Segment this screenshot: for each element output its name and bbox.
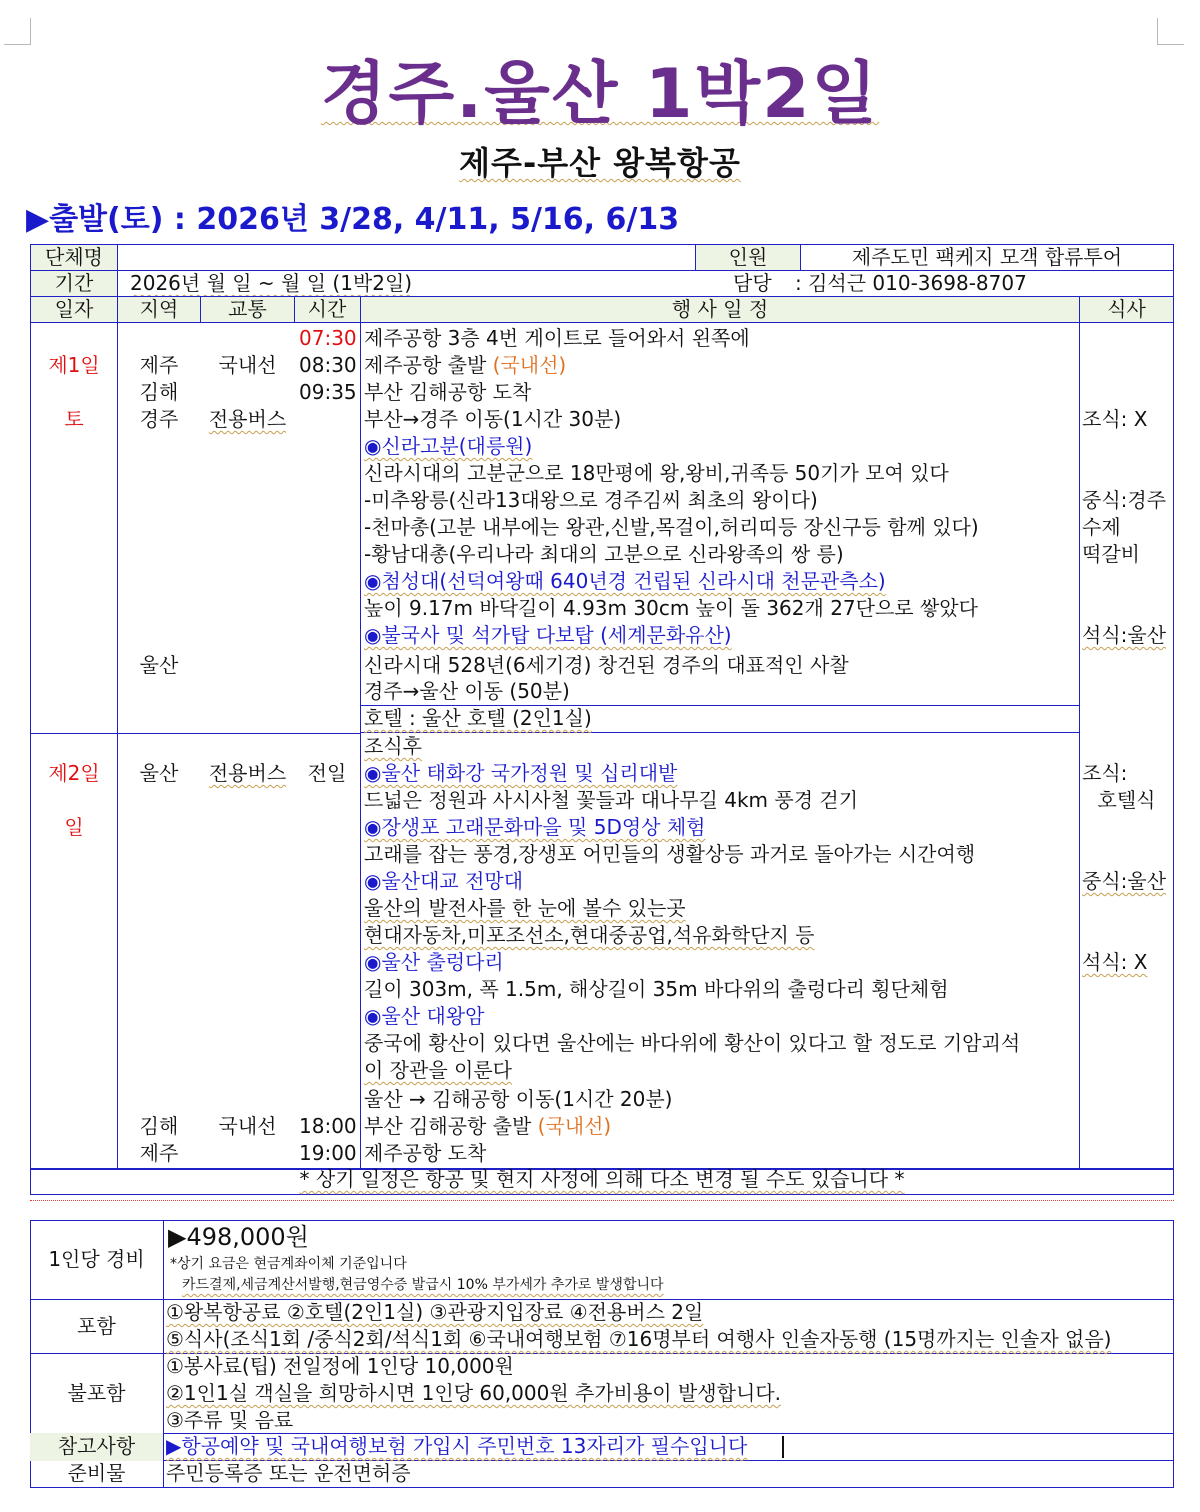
cost-note: 카드결제,세금계산서발행,현금영수증 발급시 10% 부가세가 추가로 발생합니다 <box>182 1277 664 1293</box>
header-day: 일자 <box>54 297 94 321</box>
day2-meal: 조식: <box>1082 761 1128 785</box>
day2-attraction: ◉장생포 고래문화마을 및 5D영상 체험 <box>364 815 706 839</box>
day1-attraction: ◉불국사 및 석가탑 다보탑 (세계문화유산) <box>364 623 732 647</box>
excluded-line: ①봉사료(팁) 전일정에 1인당 10,000원 <box>166 1354 514 1378</box>
day2-region: 제주 <box>139 1141 179 1165</box>
manager-value: : 김석근 010-3698-8707 <box>795 271 1027 295</box>
header-time: 시간 <box>307 297 347 321</box>
day2-region: 울산 <box>139 761 179 785</box>
day2-attraction: ◉울산 태화강 국가정원 및 십리대밭 <box>364 761 678 785</box>
day1-line <box>364 352 566 379</box>
day2-meal: 석식: X <box>1082 950 1148 974</box>
reference-label: 참고사항 <box>57 1434 136 1458</box>
day1-region: 울산 <box>139 653 179 677</box>
manager-label: 담당 <box>733 271 772 295</box>
section-divider <box>30 1200 1174 1201</box>
header-region: 지역 <box>139 297 179 321</box>
day1-region: 경주 <box>139 407 179 431</box>
prepare-label: 준비물 <box>67 1461 126 1485</box>
reference-text: ▶항공예약 및 국내여행보험 가입시 주민번호 13자리가 필수입니다 <box>166 1434 748 1458</box>
day1-time: 07:30 <box>299 326 357 350</box>
day1-line: -미추왕릉(신라13대왕으로 경주김씨 최초의 왕이다) <box>364 488 818 512</box>
prepare-text: 주민등록증 또는 운전면허증 <box>166 1461 411 1485</box>
day1-weekday: 토 <box>64 407 84 431</box>
day1-line: -황남대총(우리나라 최대의 고분으로 신라왕족의 쌍 릉) <box>364 542 844 566</box>
day1-attraction: ◉첨성대(선덕여왕때 640년경 건립된 신라시대 천문관측소) <box>364 569 886 593</box>
day1-line: -천마총(고분 내부에는 왕관,신발,목걸이,허리띠등 장신구등 함께 있다) <box>364 515 979 539</box>
day1-time: 09:35 <box>299 380 357 404</box>
day1-line: 신라시대 528년(6세기경) 창건된 경주의 대표적인 사찰 <box>364 653 849 677</box>
day2-line: 조식후 <box>364 734 422 758</box>
day2-transport: 전용버스 <box>208 761 287 785</box>
schedule-notice: * 상기 일정은 항공 및 현지 사정에 의해 다소 변경 될 수도 있습니다 * <box>299 1167 905 1191</box>
day2-line: 중국에 황산이 있다면 울산에는 바다위에 황산이 있다고 할 정도로 기암괴석 <box>364 1031 1021 1055</box>
day1-meal: 석식:울산 <box>1082 623 1167 647</box>
day1-meal: 수제 <box>1082 515 1121 539</box>
day1-flight-note: (국내선) <box>492 353 567 377</box>
cost-table <box>30 1220 1174 1488</box>
day2-line: 길이 303m, 폭 1.5m, 해상길이 35m 바다위의 출렁다리 횡단체험 <box>364 977 949 1001</box>
header-meal: 식사 <box>1107 297 1146 321</box>
cost-note: *상기 요금은 현금계좌이체 기준입니다 <box>170 1256 407 1272</box>
day1-attraction: ◉신라고분(대릉원) <box>364 434 533 458</box>
day2-flight-note: (국내선) <box>537 1114 612 1138</box>
day1-line: 경주→울산 이동 (50분) <box>364 679 570 703</box>
day2-label: 제2일 <box>48 761 100 785</box>
people-label: 인원 <box>728 245 768 269</box>
day1-label: 제1일 <box>48 353 100 377</box>
day2-time: 전일 <box>307 761 347 785</box>
day1-region: 제주 <box>139 353 179 377</box>
day2-line <box>364 1113 611 1140</box>
day2-time: 18:00 <box>299 1114 357 1138</box>
day2-time: 19:00 <box>299 1141 357 1165</box>
subtitle-text: 제주-부산 왕복항공 <box>459 144 741 182</box>
day1-line: 높이 9.17m 바닥길이 4.93m 30cm 높이 돌 362개 27단으로 쌓았다 <box>364 596 978 620</box>
day1-line: 부산→경주 이동(1시간 30분) <box>364 407 622 431</box>
day1-region: 김해 <box>139 380 179 404</box>
included-line: ⑤식사(조식1회 /중식2회/석식1회 ⑥국내여행보험 ⑦16명부터 여행사 인솔자동행 (15명까지는 인솔자 없음) <box>166 1327 1112 1351</box>
day-divider <box>30 733 361 734</box>
day1-meal: 조식: X <box>1082 407 1148 431</box>
day2-meal: 호텔식 <box>1097 788 1156 812</box>
included-line: ①왕복항공료 ②호텔(2인1실) ③관광지입장료 ④전용버스 2일 <box>166 1300 704 1324</box>
text-cursor <box>782 1436 784 1458</box>
day1-transport: 국내선 <box>218 353 277 377</box>
day1-hotel: 호텔 : 울산 호텔 (2인1실) <box>364 706 592 730</box>
day1-line-text: 제주공항 출발 <box>364 353 493 377</box>
day2-weekday: 일 <box>64 815 84 839</box>
day1-meal: 중식:경주 <box>1082 488 1167 512</box>
day1-line: 제주공항 3층 4번 게이트로 들어와서 왼쪽에 <box>364 326 750 350</box>
page-subtitle <box>0 138 1200 184</box>
day1-meal: 떡갈비 <box>1082 542 1140 566</box>
day2-line: 제주공항 도착 <box>364 1141 487 1165</box>
col-line <box>294 296 295 323</box>
day2-line: 드넓은 정원과 사시사철 꽃들과 대나무길 4km 풍경 걷기 <box>364 788 859 812</box>
day2-line: 울산의 발전사를 한 눈에 볼수 있는곳 <box>364 896 686 920</box>
day2-line: 이 장관을 이룬다 <box>364 1058 512 1082</box>
col-line <box>200 296 201 323</box>
day2-line: 현대자동차,미포조선소,현대중공업,석유화학단지 등 <box>364 923 815 947</box>
period-label: 기간 <box>54 271 94 295</box>
day2-line-text: 부산 김해공항 출발 <box>364 1114 538 1138</box>
excluded-line: ②1인1실 객실을 희망하시면 1인당 60,000원 추가비용이 발생합니다. <box>166 1381 781 1405</box>
day2-attraction: ◉울산대교 전망대 <box>364 869 524 893</box>
cost-price: ▶498,000원 <box>168 1223 309 1251</box>
day2-line: 고래를 잡는 풍경,장생포 어민들의 생활상등 과거로 돌아가는 시간여행 <box>364 842 976 866</box>
departure-dates: ▶출발(토) : 2026년 3/28, 4/11, 5/16, 6/13 <box>26 202 680 237</box>
period-value: 2026년 월 일 ~ 월 일 (1박2일) <box>130 271 413 295</box>
group-value-cell[interactable] <box>117 244 696 271</box>
people-value: 제주도민 팩케지 모객 합류투어 <box>851 245 1123 269</box>
day1-line: 부산 김해공항 도착 <box>364 380 532 404</box>
cost-label: 1인당 경비 <box>48 1247 145 1271</box>
excluded-line: ③주류 및 음료 <box>166 1408 294 1432</box>
group-label: 단체명 <box>45 245 103 269</box>
schedule-table <box>30 244 1174 1195</box>
day2-transport: 국내선 <box>218 1114 277 1138</box>
day2-attraction: ◉울산 대왕암 <box>364 1004 485 1028</box>
included-label: 포함 <box>77 1314 116 1338</box>
page-title: 경주.울산 1박2일 <box>320 55 880 134</box>
day2-attraction: ◉울산 출렁다리 <box>364 950 504 974</box>
header-transport: 교통 <box>228 297 267 321</box>
day2-line: 울산 → 김해공항 이동(1시간 20분) <box>364 1087 673 1111</box>
day1-transport: 전용버스 <box>208 407 287 431</box>
day1-line: 신라시대의 고분군으로 18만평에 왕,왕비,귀족등 50기가 모여 있다 <box>364 461 949 485</box>
day2-region: 김해 <box>139 1114 179 1138</box>
excluded-label: 불포함 <box>67 1381 126 1405</box>
day1-time: 08:30 <box>299 353 357 377</box>
day2-meal: 중식:울산 <box>1082 869 1167 893</box>
header-schedule: 행 사 일 정 <box>671 297 769 321</box>
